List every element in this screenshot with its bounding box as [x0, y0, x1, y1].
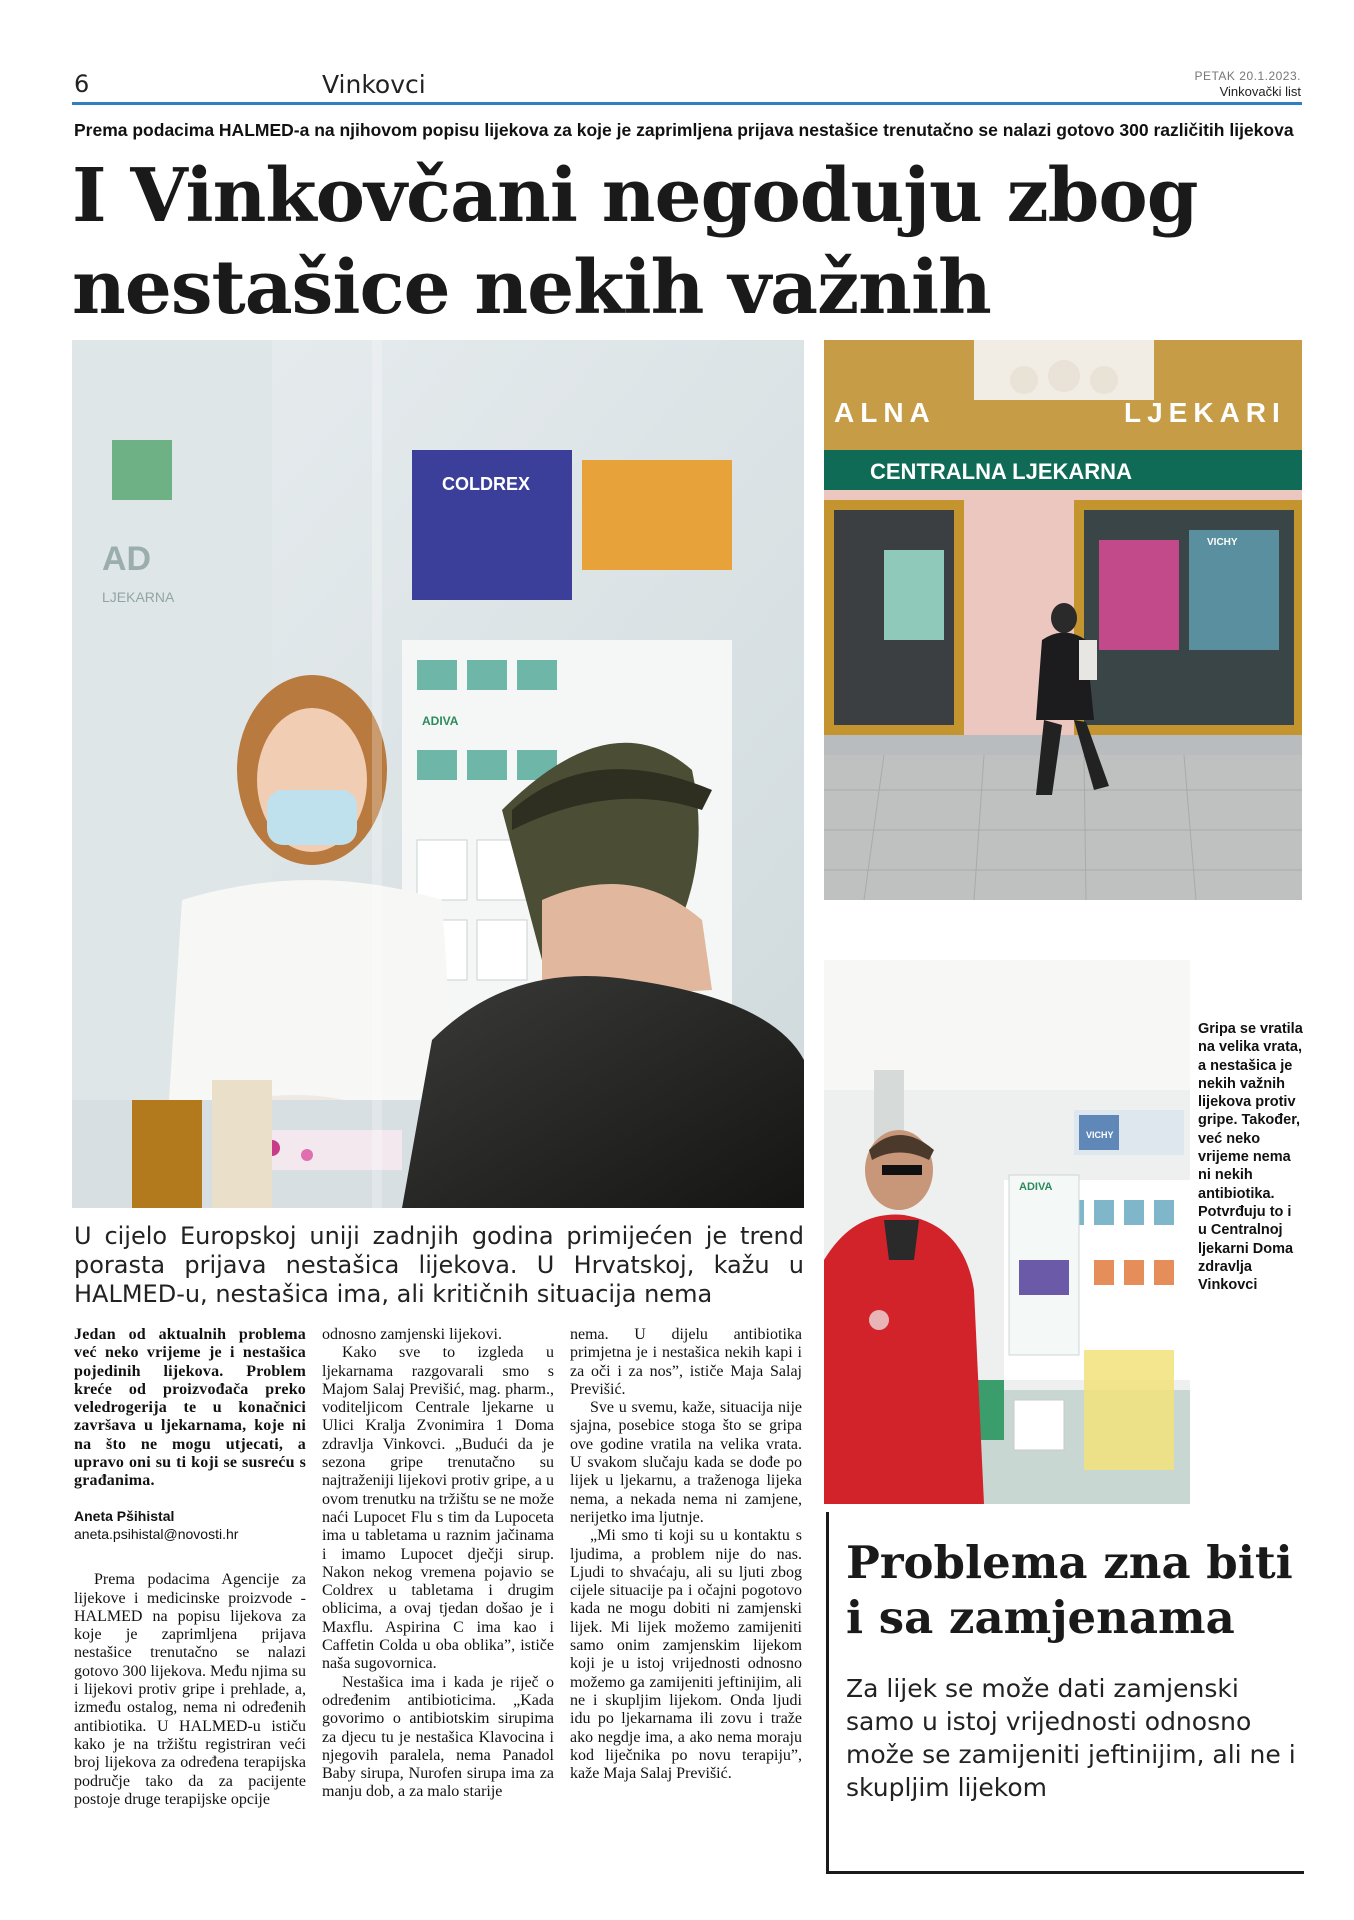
- ljekarna-wall-label: LJEKARNA: [102, 589, 175, 605]
- coldrex-poster-text: COLDREX: [442, 474, 531, 494]
- body-column-2: [322, 1326, 554, 1802]
- body-paragraph: Sve u svemu, kaže, situacija nije sjajna, posebice stoga što se gripa ove godine vratila na velika vrata. U svakom slučaju kada se dođe po lijek u ljekarnu, a traženoga lijeka nema, a nekada nema ni zamjene, nerijetko ima ljutnje.: [570, 1399, 802, 1526]
- photo-storefront: [824, 340, 1302, 900]
- body-paragraph: nema. U dijelu antibiotika primjetna je i nestašica nekih kapi i za oči i za nos”, ističe Maja Salaj Previšić.: [570, 1326, 802, 1398]
- author-name: Aneta Pšihistal: [74, 1507, 175, 1524]
- article-lead: U cijelo Europskoj uniji zadnjih godina primijećen je trend porasta prijava nestašica lijekova. U Hrvatskoj, kažu u HALMED-u, nestašica ima, ali kritičnih situacija nema: [74, 1222, 804, 1308]
- vichy-sign: VICHY: [1086, 1130, 1114, 1140]
- section-name: Vinkovci: [322, 70, 426, 99]
- vichy-window-label: VICHY: [1207, 537, 1238, 548]
- article-kicker: Prema podacima HALMED-a na njihovom popisu lijekova za koje je zaprimljena prijava nestašice trenutačno se nalazi gotovo 300 različitih lijekova: [74, 120, 1294, 140]
- body-paragraph: odnosno zamjenski lijekovi.: [322, 1326, 502, 1343]
- photo-pharmacist: [72, 340, 804, 1208]
- storefront-sign: CENTRALNA LJEKARNA: [870, 459, 1132, 484]
- body-paragraph: Nestašica ima i kada je riječ o određenim antibioticima. „Kada govorimo o antibiotskim sirupima za djecu tu je nestašica Klavocina i njegovih paralela, nema Panadol Baby sirupa, Nurofen sirupa ima za manju dob, a za malo starije: [322, 1673, 554, 1801]
- photo-caption: Gripa se vratila na velika vrata, a nestašica je nekih važnih lijekova protiv gripe. Također, već neko vrijeme nema ni nekih antibiotika. Potvrđuju to i u Centralnoj ljekarni Doma zdravlja Vinkovci: [1198, 1021, 1303, 1294]
- publication-name: Vinkovački list: [1219, 84, 1301, 99]
- body-column-1: [74, 1326, 306, 1809]
- adiva-shelf-label: ADIVA: [422, 714, 459, 728]
- sidebar-text: Za lijek se može dati zamjenski samo u istoj vrijednosti odnosno može se zamijeniti jeftinijim, ali ne i skupljim lijekom: [846, 1674, 1296, 1802]
- article-intro: Jedan od aktualnih problema već neko vrijeme je i nestašica pojedinih lijekova. Problem kreće od proizvođača preko veledrogerija te u konačnici završava u ljekarnama, koje ni na što ne mogu utjecati, a upravo oni su ti koji se susreću s građanima.: [74, 1326, 306, 1490]
- adiva-stand-label: ADIVA: [1019, 1181, 1053, 1193]
- author-email[interactable]: aneta.psihistal@novosti.hr: [74, 1525, 239, 1542]
- article-headline: I Vinkovčani negoduju zbog nestašice nekih važnih: [72, 153, 1198, 331]
- facade-sign-right: LJEKARI: [1124, 397, 1286, 428]
- body-column-3: [570, 1326, 802, 1783]
- body-paragraph: Prema podacima Agencije za lijekove i medicinske proizvode - HALMED na popisu lijekova za koje je zaprimljena prijava nestašice trenutačno se nalazi gotovo 300 lijekova. Među njima su i lijekovi protiv gripe i prehlade, a, između ostalog, nema ni određenih antibiotika. U HALMED-u ističu kako je na tržištu registriran veći broj lijekova za određena terapijska područje tako da za pacijente postoje druge terapijske opcije: [74, 1571, 306, 1808]
- header-rule: [72, 102, 1302, 105]
- body-paragraph: „Mi smo ti koji su u kontaktu s ljudima, a problem nije do nas. Ljudi to shvaćaju, ali su ljuti zbog cijele situacije pa i očajni pogotovo kada ne mogu dobiti ni zamjenski lijek. Mi lijek možemo zamijeniti samo onim zamjenskim lijekom koji je u istoj vrijednosti odnosno možemo ga zamijeniti jeftinijim, ali ne i skupljim lijekom. Onda ljudi idu po ljekarnama ili zovu i traže ako negdje ima, a ako nema moraju kod liječnika po novu terapiju”, kaže Maja Salaj Previšić.: [570, 1527, 802, 1783]
- page-number: 6: [74, 70, 90, 98]
- issue-date: PETAK 20.1.2023.: [1194, 69, 1301, 83]
- ljekarna-logo-text: AD: [102, 540, 152, 578]
- facade-sign-left: ALNA: [834, 397, 936, 428]
- photo-interior: [824, 960, 1190, 1504]
- sidebar-title: Problema zna biti i sa zamjenama: [846, 1536, 1293, 1644]
- body-paragraph: Kako sve to izgleda u ljekarnama razgovarali smo s Majom Salaj Previšić, mag. pharm., voditeljicom Centrale ljekarne u Ulici Kralja Zvonimira 1 Doma zdravlja Vinkovci. „Budući da je sezona gripe trenutačno su najtraženiji lijekovi protiv gripe, a u ovom trenutku na tržištu se ne može naći Lupocet Flu s tim da Lupoceta ima u tabletama u raznim jačinama i imamo Lupocet dječji sirup. Nakon nekog vremena pojavio se Coldrex u tabletama i drugim oblicima, a ovaj tjedan došao je i Maxflu. Aspirina C ima kao i Caffetin Colda u oba oblika”, ističe naša sugovornica.: [322, 1344, 554, 1673]
